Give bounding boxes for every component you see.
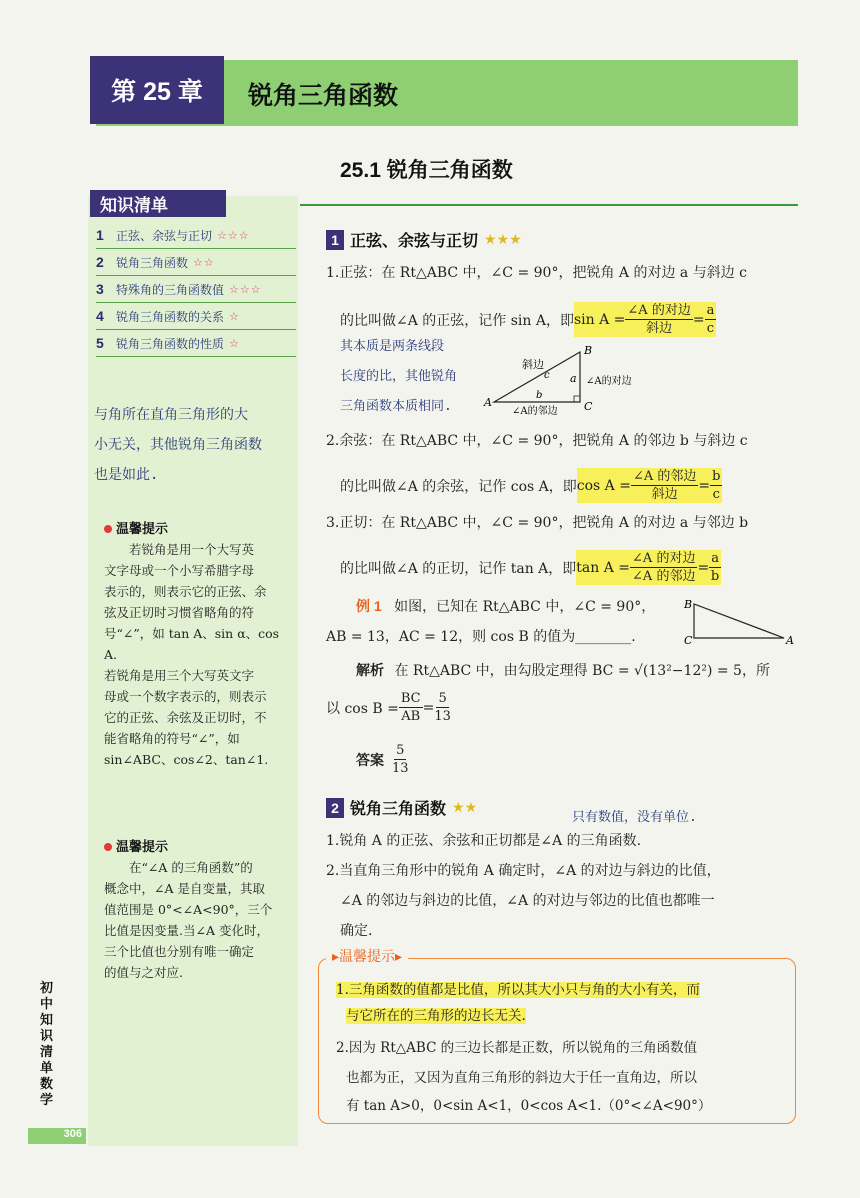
sec2-line-4: 确定. bbox=[340, 923, 373, 939]
sec2-line-1: 1.锐角 A 的正弦、余弦和正切都是∠A 的三角函数. bbox=[326, 833, 642, 849]
frac-num: BC bbox=[400, 691, 421, 706]
note-line: 小无关，其他锐角三角函数 bbox=[94, 437, 262, 453]
page-number: 306 bbox=[28, 1128, 86, 1144]
tip-line: 若锐角是用一个大写英 bbox=[129, 542, 255, 557]
toc-item[interactable] bbox=[96, 330, 296, 357]
toc-item[interactable] bbox=[96, 222, 296, 249]
frac-num: 5 bbox=[438, 691, 447, 706]
fraction bbox=[631, 468, 698, 503]
tan-line-2 bbox=[340, 550, 721, 585]
note-1-line-2 bbox=[346, 1004, 526, 1024]
section-heading-1 bbox=[326, 228, 522, 251]
formula-lhs: sin A = bbox=[573, 311, 626, 328]
analysis-text: 以 cos B = bbox=[326, 700, 399, 717]
note-line: 与角所在直角三角形的大 bbox=[94, 407, 248, 423]
section-title: 25.1 锐角三角函数 bbox=[340, 159, 513, 182]
arrow-icon: ▸ bbox=[395, 948, 403, 964]
tip-line: 在“∠A 的三角函数”的 bbox=[129, 860, 253, 875]
sine-text: 的比叫做∠A 的正弦，记作 sin A，即 bbox=[340, 312, 574, 329]
tip-title: 温馨提示 bbox=[116, 839, 169, 854]
example-triangle bbox=[682, 598, 798, 648]
frac-num: ∠A 的对边 bbox=[627, 303, 691, 318]
vertex-label: A bbox=[786, 634, 794, 647]
fraction bbox=[434, 690, 451, 725]
section-heading-text: 正弦、余弦与正切 bbox=[350, 233, 479, 250]
fraction bbox=[399, 690, 423, 725]
sec2-line-3: ∠A 的邻边与斜边的比值，∠A 的对边与邻边的比值也都唯一 bbox=[340, 893, 715, 909]
toc-label: 锐角三角函数 bbox=[116, 255, 189, 270]
triangle-diagram bbox=[482, 340, 662, 420]
toc-label: 特殊角的三角函数值 bbox=[116, 282, 225, 297]
note-text: 与它所在的三角形的边长无关. bbox=[346, 1008, 526, 1024]
bullet-icon bbox=[104, 843, 112, 851]
tip-line: 表示的，则表示它的正弦、余 bbox=[104, 584, 267, 599]
toc-stars: ☆ bbox=[229, 336, 240, 350]
toc-item[interactable] bbox=[96, 303, 296, 330]
equals: = bbox=[698, 477, 711, 494]
note-2-line-1: 2.因为 Rt△ABC 的三边长都是正数，所以锐角的三角函数值 bbox=[336, 1040, 698, 1056]
equals: = bbox=[697, 559, 710, 576]
vertex-label: B bbox=[684, 598, 693, 611]
tip-box-1 bbox=[104, 518, 294, 770]
note-2-line-3: 有 tan A>0，0<sin A<1，0<cos A<1.（0°<∠A<90°） bbox=[346, 1098, 712, 1114]
frac-num: ∠A 的对边 bbox=[632, 551, 696, 566]
analysis-line-1 bbox=[356, 660, 770, 680]
toc-stars: ☆☆☆ bbox=[229, 282, 262, 296]
tip-line: 号“∠”，如 tan A、sin α、cos A. bbox=[104, 626, 280, 662]
sine-line-1: 1.正弦：在 Rt△ABC 中，∠C = 90°，把锐角 A 的对边 a 与斜边 c bbox=[326, 265, 747, 281]
section-number: 2 bbox=[326, 798, 344, 818]
example-text: 如图，已知在 Rt△ABC 中，∠C = 90°， bbox=[394, 599, 656, 615]
toc-stars: ☆☆☆ bbox=[217, 228, 250, 242]
triangle-shape bbox=[694, 604, 784, 638]
toc-label: 锐角三角函数的关系 bbox=[116, 309, 225, 324]
edge-label: b bbox=[536, 390, 543, 401]
analysis-text: 在 Rt△ABC 中，由勾股定理得 BC = √(13²−12²) = 5，所 bbox=[394, 663, 770, 679]
cos-formula bbox=[577, 468, 723, 503]
fraction bbox=[625, 302, 692, 337]
toc-num: 2 bbox=[96, 254, 104, 270]
toc-num: 3 bbox=[96, 281, 104, 297]
tip-line: 若锐角是用三个大写英文字 bbox=[104, 668, 255, 683]
handnote-sec2: 只有数值，没有单位. bbox=[572, 810, 697, 825]
fraction bbox=[705, 302, 717, 337]
tip-line: sin∠ABC、cos∠2、tan∠1. bbox=[104, 752, 269, 767]
equals: = bbox=[422, 699, 435, 716]
fraction bbox=[392, 742, 409, 777]
frac-den: b bbox=[710, 569, 720, 584]
fraction bbox=[710, 468, 722, 503]
frac-den: 13 bbox=[434, 709, 451, 724]
tip-line: 三个比值也分别有唯一确定 bbox=[104, 944, 255, 959]
tip-line: 母或一个数字表示的，则表示 bbox=[104, 689, 267, 704]
section-number: 1 bbox=[326, 230, 344, 250]
note-line: 其本质是两条线段 bbox=[340, 339, 445, 354]
tip-box-2 bbox=[104, 836, 294, 983]
tip-line: 文字母或一个小写希腊字母 bbox=[104, 563, 255, 578]
sidebar-tab-title: 知识清单 bbox=[90, 190, 226, 217]
tan-line-1: 3.正切：在 Rt△ABC 中，∠C = 90°，把锐角 A 的对边 a 与邻边 b bbox=[326, 515, 749, 531]
answer-label: 答案 bbox=[356, 751, 384, 768]
tip-line: 比值是因变量.当∠A 变化时， bbox=[104, 923, 269, 938]
tip-line: 概念中，∠A 是自变量，其取 bbox=[104, 881, 265, 896]
edge-label: c bbox=[544, 370, 550, 381]
cos-line-2 bbox=[340, 468, 722, 503]
note-line: 三角函数本质相同. bbox=[340, 399, 452, 414]
star-rating-icon: ★★★ bbox=[484, 231, 522, 247]
frac-den: ∠A 的邻边 bbox=[632, 569, 696, 584]
tip-line: 的值与之对应. bbox=[104, 965, 183, 980]
fraction bbox=[630, 550, 697, 585]
handwritten-note bbox=[94, 400, 300, 490]
arrow-icon: ▸ bbox=[332, 948, 340, 964]
example-label: 例 1 bbox=[356, 598, 382, 614]
note-title-text: 温馨提示 bbox=[339, 948, 396, 964]
edge-label: ∠A的对边 bbox=[586, 376, 632, 387]
toc-label: 锐角三角函数的性质 bbox=[116, 336, 225, 351]
toc-stars: ☆☆ bbox=[193, 255, 215, 269]
handnote-sine bbox=[340, 332, 457, 422]
right-angle-mark bbox=[574, 396, 580, 402]
edge-label: a bbox=[570, 372, 577, 385]
chapter-label: 第 25 章 bbox=[90, 56, 224, 124]
formula-lhs: cos A = bbox=[576, 477, 631, 494]
frac-num: ∠A 的邻边 bbox=[632, 469, 697, 484]
frac-den: 斜边 bbox=[651, 487, 678, 502]
analysis-label: 解析 bbox=[356, 663, 384, 679]
tip-line: 弦及正切时习惯省略角的符 bbox=[104, 605, 255, 620]
note-2-line-2: 也都为正，又因为直角三角形的斜边大于任一直角边，所以 bbox=[346, 1070, 697, 1086]
tan-text: 的比叫做∠A 的正切，记作 tan A，即 bbox=[340, 560, 577, 577]
note-line: 也是如此. bbox=[94, 467, 159, 483]
analysis-line-2 bbox=[326, 690, 451, 725]
frac-num: 5 bbox=[396, 743, 405, 758]
toc-item[interactable] bbox=[96, 276, 296, 303]
answer-line bbox=[356, 742, 409, 777]
tip-line: 值范围是 0°<∠A<90°，三个 bbox=[104, 902, 273, 917]
note-title bbox=[326, 946, 408, 966]
vertex-label: A bbox=[484, 396, 492, 409]
vertex-label: C bbox=[584, 400, 593, 413]
fraction bbox=[709, 550, 721, 585]
frac-num: a bbox=[711, 551, 719, 566]
toc-item[interactable] bbox=[96, 249, 296, 276]
note-line: 长度的比，其他锐角 bbox=[340, 369, 458, 384]
tip-line: 能省略角的符号“∠”，如 bbox=[104, 731, 240, 746]
frac-num: b bbox=[712, 469, 721, 484]
frac-den: c bbox=[706, 321, 715, 336]
toc-num: 1 bbox=[96, 227, 104, 243]
toc-label: 正弦、余弦与正切 bbox=[116, 228, 213, 243]
cos-line-1: 2.余弦：在 Rt△ABC 中，∠C = 90°，把锐角 A 的邻边 b 与斜边 c bbox=[326, 433, 748, 449]
example-line-2: AB = 13，AC = 12，则 cos B 的值为________. bbox=[326, 629, 636, 645]
edge-label: ∠A的邻边 bbox=[512, 406, 558, 417]
frac-den: c bbox=[712, 487, 720, 502]
bullet-icon bbox=[104, 525, 112, 533]
frac-den: AB bbox=[401, 709, 421, 724]
vertex-label: B bbox=[584, 344, 593, 357]
frac-den: 斜边 bbox=[646, 321, 673, 336]
cos-text: 的比叫做∠A 的余弦，记作 cos A，即 bbox=[340, 478, 577, 495]
vertex-label: C bbox=[684, 634, 693, 647]
tan-formula bbox=[576, 550, 721, 585]
frac-den: 13 bbox=[392, 761, 409, 776]
equals: = bbox=[692, 311, 705, 328]
sec2-line-2: 2.当直角三角形中的锐角 A 确定时，∠A 的对边与斜边的比值， bbox=[326, 863, 721, 879]
section-heading-2 bbox=[326, 796, 477, 819]
frac-num: a bbox=[706, 303, 715, 318]
edge-label: 斜边 bbox=[522, 358, 544, 371]
example-line-1 bbox=[356, 596, 655, 616]
formula-lhs: tan A = bbox=[576, 559, 631, 576]
chapter-title: 锐角三角函数 bbox=[248, 82, 399, 110]
tip-line: 它的正弦、余弦及正切时，不 bbox=[104, 710, 267, 725]
divider bbox=[300, 204, 798, 206]
sine-formula bbox=[574, 302, 716, 337]
star-rating-icon: ★★ bbox=[452, 799, 478, 815]
note-1-line-1 bbox=[336, 978, 700, 998]
toc-num: 4 bbox=[96, 308, 104, 324]
toc-num: 5 bbox=[96, 335, 104, 351]
tip-title: 温馨提示 bbox=[116, 521, 169, 536]
note-text: 1.三角函数的值都是比值，所以其大小只与角的大小有关，而 bbox=[336, 982, 700, 998]
section-heading-text: 锐角三角函数 bbox=[350, 801, 447, 818]
toc-stars: ☆ bbox=[229, 309, 240, 323]
side-label: 初中知识清单 数学 bbox=[40, 980, 54, 1107]
